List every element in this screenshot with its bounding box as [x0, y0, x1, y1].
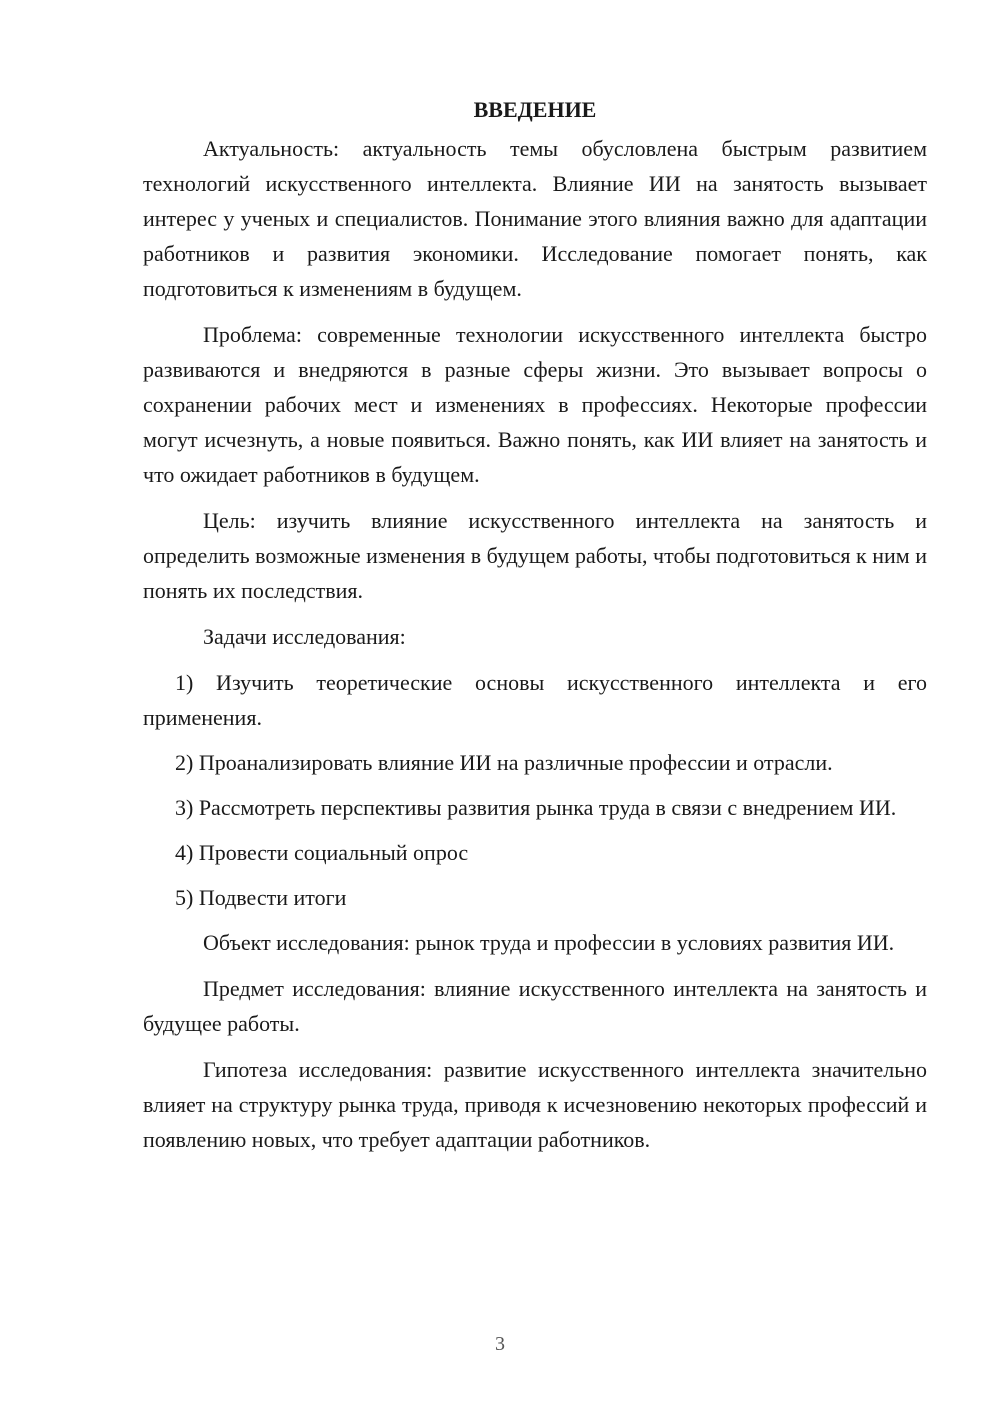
tasks-heading: Задачи исследования: [203, 624, 406, 649]
task-item-4: 4) Провести социальный опрос [175, 840, 469, 865]
paragraph-subject: Предмет исследования: влияние искусственного интеллекта на занятость и будущее работы. [143, 976, 927, 1036]
paragraph-relevance: Актуальность: актуальность темы обусловлена быстрым развитием технологий искусственного интеллекта. Влияние ИИ на занятость вызывает интерес у ученых и специалистов. Понимание этого влияния важно для адаптации работников и развития экономики. Исследование помогает понять, как подготовиться к изменениям в будущем. [143, 136, 927, 301]
paragraph-object: Объект исследования: рынок труда и профессии в условиях развития ИИ. [203, 930, 895, 955]
paragraph-problem: Проблема: современные технологии искусственного интеллекта быстро развиваются и внедряются в разные сферы жизни. Это вызывает вопросы о сохранении рабочих мест и изменениях в профессиях. Некоторые профессии могут исчезнуть, а новые появиться. Важно понять, как ИИ влияет на занятость и что ожидает работников в будущем. [143, 322, 927, 487]
document-page [143, 92, 927, 1168]
section-title: ВВЕДЕНИЕ [473, 97, 597, 122]
paragraph-hypothesis: Гипотеза исследования: развитие искусственного интеллекта значительно влияет на структуру рынка труда, приводя к исчезновению некоторых профессий и появлению новых, что требует адаптации работников. [143, 1057, 927, 1152]
task-item-5: 5) Подвести итоги [175, 885, 347, 910]
task-item-2: 2) Проанализировать влияние ИИ на различные профессии и отрасли. [175, 750, 833, 775]
task-item-1: 1) Изучить теоретические основы искусственного интеллекта и его применения. [143, 670, 927, 730]
page-number: 3 [495, 1333, 505, 1355]
paragraph-goal: Цель: изучить влияние искусственного интеллекта на занятость и определить возможные изменения в будущем работы, чтобы подготовиться к ним и понять их последствия. [143, 508, 927, 603]
task-item-3: 3) Рассмотреть перспективы развития рынка труда в связи с внедрением ИИ. [175, 795, 897, 820]
